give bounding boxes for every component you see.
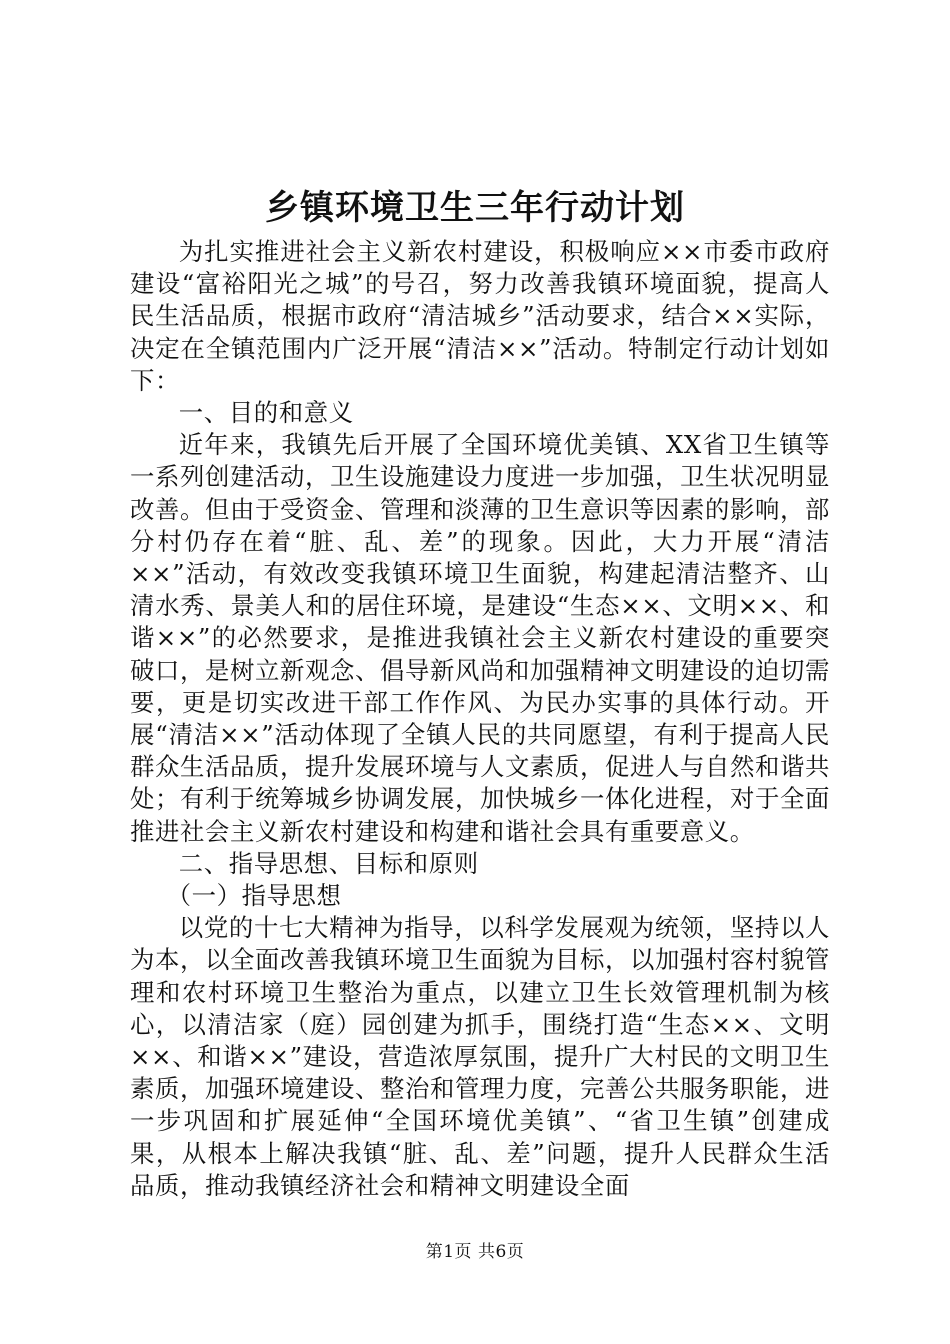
subsection-heading-guiding-ideology: （一）指导思想 xyxy=(166,881,342,911)
guiding-ideology-paragraph: 以党的十七大精神为指导，以科学发展观为统领，坚持以人为本，以全面改善我镇环境卫生面貌为目标，以加强村容村貌管理和农村环境卫生整治为重点，以建立卫生长效管理机制为核心，以清洁家（庭）园创建为抓手，围绕打造“生态××、文明××、和谐××”建设，营造浓厚氛围，提升广大村民的文明卫生素质，加强环境建设、整治和管理力度，完善公共服务职能，进一步巩固和扩展延伸“全国环境优美镇”、“省卫生镇”创建成果，从根本上解决我镇“脏、乱、差”问题，提升人民群众生活品质，推动我镇经济社会和精神文明建设全面 xyxy=(130,913,830,1200)
document-body xyxy=(130,236,830,1202)
page-footer: 第1页 共6页 xyxy=(425,1242,525,1262)
intro-paragraph: 为扎实推进社会主义新农村建设，积极响应××市委市政府建设“富裕阳光之城”的号召，努力改善我镇环境面貌，提高人民生活品质，根据市政府“清洁城乡”活动要求，结合××实际，决定在全镇范围内广泛开展“清洁××”活动。特制定行动计划如下： xyxy=(130,237,830,395)
section-heading-guidance: 二、指导思想、目标和原则 xyxy=(178,848,479,878)
document-title: 乡镇环境卫生三年行动计划 xyxy=(265,188,685,228)
section-heading-purpose: 一、目的和意义 xyxy=(178,398,354,428)
purpose-paragraph: 近年来，我镇先后开展了全国环境优美镇、XX省卫生镇等一系列创建活动，卫生设施建设力度进一步加强，卫生状况明显改善。但由于受资金、管理和淡薄的卫生意识等因素的影响，部分村仍存在着“脏、乱、差”的现象。因此，大力开展“清洁××”活动，有效改变我镇环境卫生面貌，构建起清洁整齐、山清水秀、景美人和的居住环境，是建设“生态××、文明××、和谐××”的必然要求，是推进我镇社会主义新农村建设的重要突破口，是树立新观念、倡导新风尚和加强精神文明建设的迫切需要，更是切实改进干部工作作风、为民办实事的具体行动。开展“清洁××”活动体现了全镇人民的共同愿望，有利于提高人民群众生活品质，提升发展环境与人文素质，促进人与自然和谐共处；有利于统筹城乡协调发展，加快城乡一体化进程，对于全面推进社会主义新农村建设和构建和谐社会具有重要意义。 xyxy=(130,430,830,846)
